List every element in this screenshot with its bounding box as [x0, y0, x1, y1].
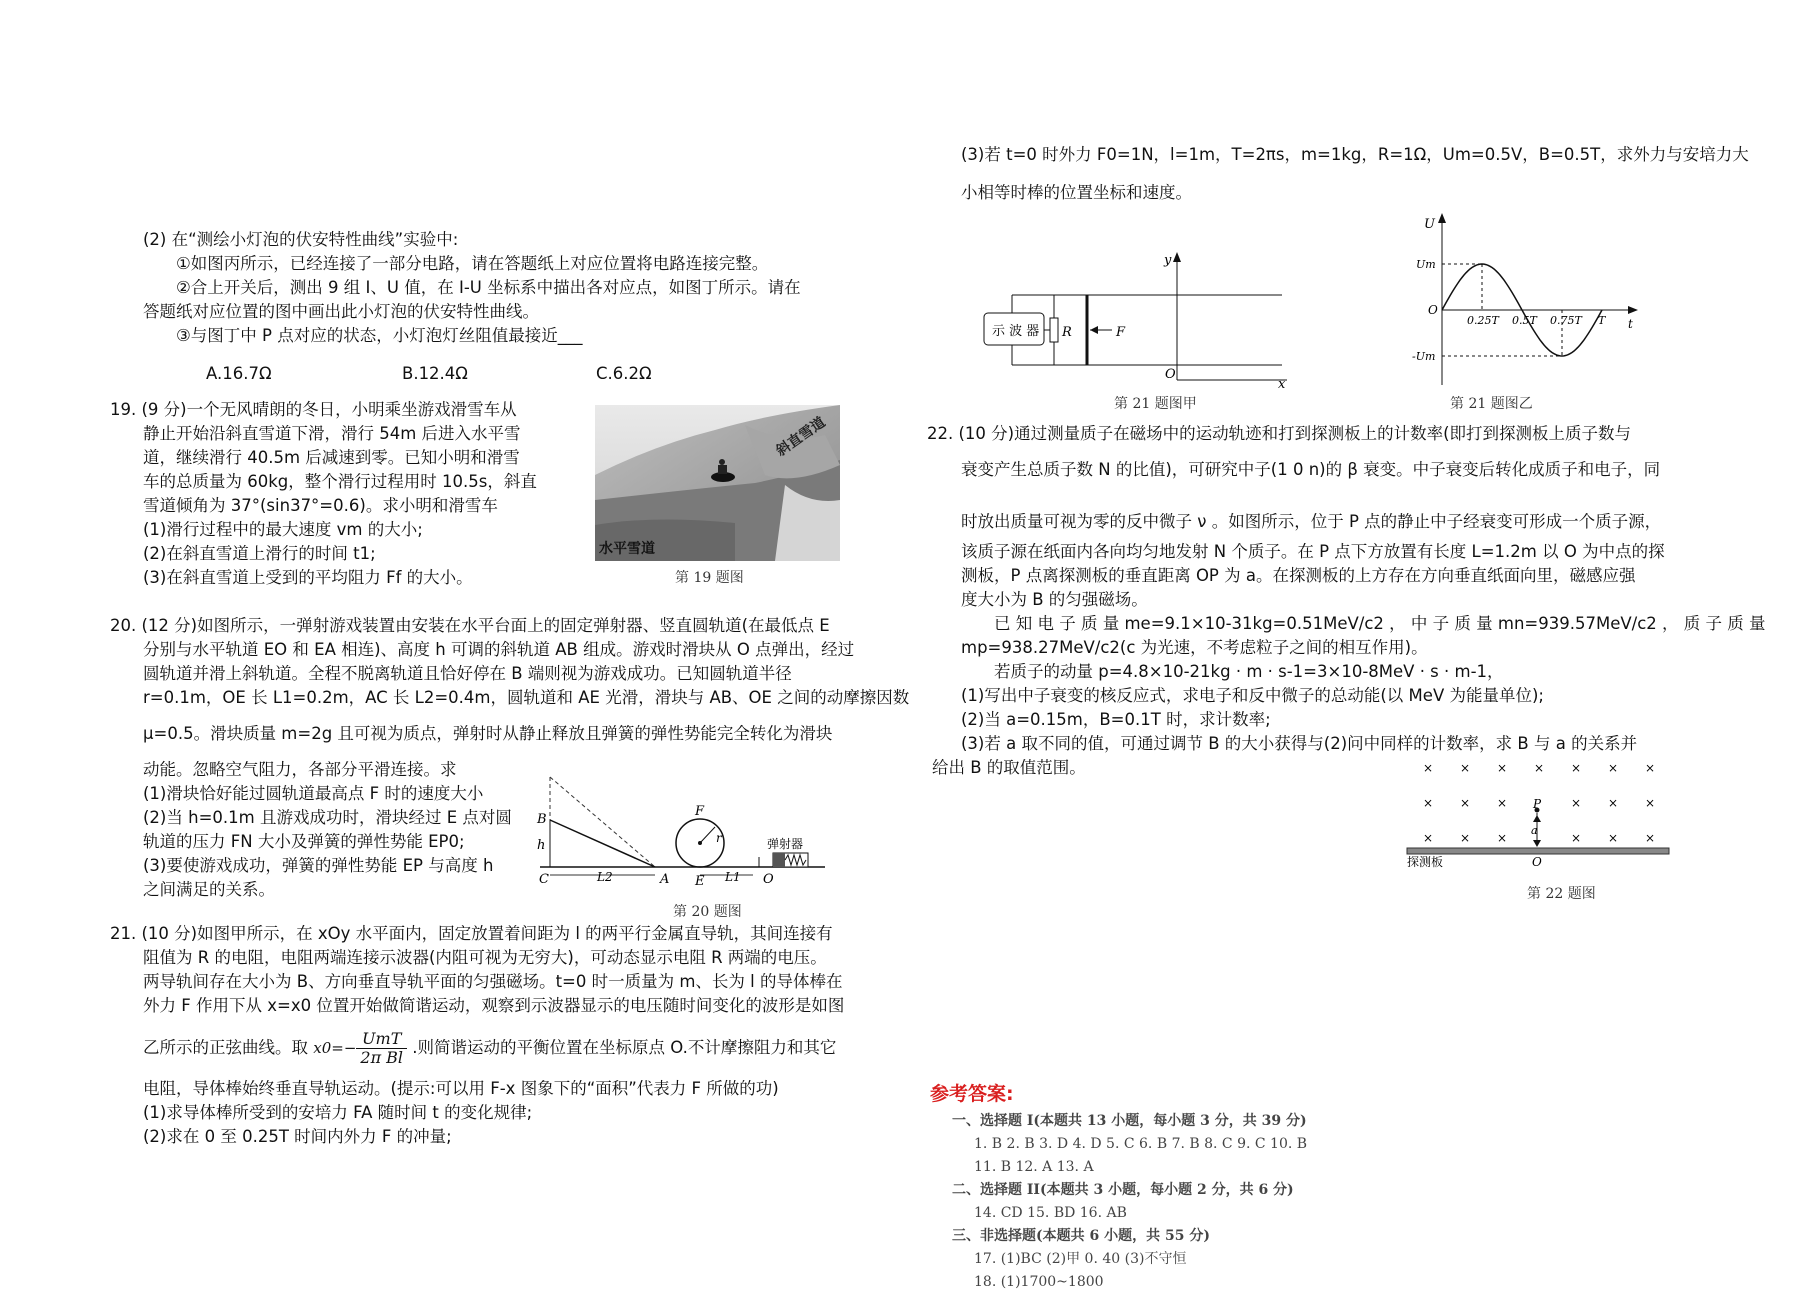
- q22-line-5: 测板，P 点离探测板的垂直距离 OP 为 a。在探测板的上方存在方向垂直纸面向里，磁感应强: [961, 566, 1636, 585]
- q20-figure: [535, 775, 835, 895]
- q21-line-5: 电阻，导体棒始终垂直导轨运动。(提示:可以用 F-x 图象下的“面积”代表力 F 所做的功): [143, 1079, 779, 1098]
- fig22-label-a: a: [1531, 824, 1538, 837]
- field-cross: ×: [1645, 831, 1656, 845]
- q20-label-E: E: [695, 874, 705, 889]
- answer-row-2: 1. B 2. B 3. D 4. D 5. C 6. B 7. B 8. C 9. C 10. B: [974, 1136, 1308, 1152]
- fig21b-label-U: U: [1424, 217, 1435, 232]
- answers-title: 参考答案:: [930, 1083, 1014, 1105]
- q21-3-line-2: 小相等时棒的位置坐标和速度。: [961, 183, 1192, 202]
- fig21a-label-O: O: [1165, 367, 1176, 382]
- fig21a-label-x: x: [1278, 377, 1286, 390]
- q21-line-1: 21. (10 分)如图甲所示，在 xOy 水平面内，固定放置着间距为 l 的两平行金属直导轨，其间连接有: [110, 924, 833, 943]
- field-cross: ×: [1423, 761, 1434, 775]
- q20-label-h: h: [537, 838, 546, 853]
- q20-line-7: (1)滑块恰好能过圆轨道最高点 F 时的速度大小: [143, 784, 484, 803]
- fig21b-label-T: T: [1598, 314, 1606, 327]
- field-cross: ×: [1608, 796, 1619, 810]
- q20-line-3: 圆轨道并滑上斜轨道。全程不脱离轨道且恰好停在 B 端则视为游戏成功。已知圆轨道半径: [143, 664, 792, 683]
- fig21b-label-0-25T: 0.25T: [1467, 314, 1499, 327]
- q19-line-4: 车的总质量为 60kg，整个滑行过程用时 10.5s，斜直: [143, 472, 537, 491]
- q20-line-5: μ=0.5。滑块质量 m=2g 且可视为质点，弹射时从静止释放且弹簧的弹性势能完全转化为滑块: [143, 724, 833, 743]
- q19-photo-label-flat: 水平雪道: [599, 541, 655, 557]
- q19-ski-photo: [595, 405, 840, 561]
- q20-line-10: (3)要使游戏成功，弹簧的弹性势能 EP 与高度 h: [143, 856, 494, 875]
- q20-label-O: O: [763, 872, 774, 887]
- q21-line-7: (2)求在 0 至 0.25T 时间内外力 F 的冲量;: [143, 1127, 452, 1146]
- q19-line-2: 静止开始沿斜直雪道下滑，滑行 54m 后进入水平雪: [143, 424, 521, 443]
- field-cross: ×: [1497, 796, 1508, 810]
- fig21b-label-O: O: [1428, 303, 1438, 317]
- q22-line-9: 若质子的动量 p=4.8×10-21kg · m · s-1=3×10-8MeV · s · m-1，: [994, 662, 1504, 681]
- q21-formula-fraction: [356, 1030, 407, 1067]
- q21-line-4: 外力 F 作用下从 x=x0 位置开始做简谐运动，观察到示波器显示的电压随时间变化的波形是如图: [143, 996, 845, 1015]
- field-cross: ×: [1571, 796, 1582, 810]
- fig21b-label-neg-Um: -Um: [1412, 350, 1436, 363]
- q21-line-6: (1)求导体棒所受到的安培力 FA 随时间 t 的变化规律;: [143, 1103, 533, 1122]
- q19-photo-label-slope: 斜直雪道: [773, 414, 829, 460]
- q21-formula-post: .则简谐运动的平衡位置在坐标原点 O.不计摩擦阻力和其它: [412, 1038, 837, 1057]
- q20-figure-caption: 第 20 题图: [673, 904, 742, 920]
- q20-line-11: 之间满足的关系。: [143, 880, 275, 899]
- q22-line-1: 22. (10 分)通过测量质子在磁场中的运动轨迹和打到探测板上的计数率(即打到探测板上质子数与: [927, 424, 1632, 443]
- q22-line-11: (2)当 a=0.15m，B=0.1T 时，求计数率;: [961, 710, 1271, 729]
- field-cross: ×: [1460, 831, 1471, 845]
- fig21-a: [982, 250, 1292, 390]
- fig22-caption: 第 22 题图: [1527, 886, 1596, 902]
- q21-line-2: 阻值为 R 的电阻，电阻两端连接示波器(内阻可视为无穷大)，可动态显示电阻 R 两端的电压。: [143, 948, 827, 967]
- q22-line-10: (1)写出中子衰变的核反应式，求电子和反中微子的总动能(以 MeV 为能量单位);: [961, 686, 1544, 705]
- q21-formula-pre: 乙所示的正弦曲线。取: [143, 1038, 308, 1057]
- fig22-label-detector: 探测板: [1407, 855, 1444, 868]
- q18-option-b: B.12.4Ω: [402, 364, 468, 383]
- q22-line-4: 该质子源在纸面内各向均匀地发射 N 个质子。在 P 点下方放置有长度 L=1.2m 以 O 为中点的探: [961, 542, 1665, 561]
- fig21a-scope-label: 示 波 器: [992, 324, 1040, 339]
- field-cross: ×: [1497, 831, 1508, 845]
- fig22-label-P: P: [1533, 797, 1542, 811]
- q18-2-step2a: ②合上开关后，测出 9 组 I、U 值，在 I-U 坐标系中描出各对应点，如图丁所示。请在: [176, 278, 801, 297]
- q18-2-step3: ③与图丁中 P 点对应的状态，小灯泡灯丝阻值最接近___: [176, 326, 583, 345]
- q18-option-c: C.6.2Ω: [596, 364, 652, 383]
- field-cross: ×: [1571, 831, 1582, 845]
- answer-row-3: 11. B 12. A 13. A: [974, 1159, 1094, 1175]
- answer-row-5: 14. CD 15. BD 16. AB: [974, 1205, 1127, 1221]
- q20-line-6: 动能。忽略空气阻力，各部分平滑连接。求: [143, 760, 457, 779]
- q20-label-B: B: [537, 812, 547, 827]
- q20-label-L1: L1: [725, 870, 741, 884]
- field-cross: ×: [1460, 796, 1471, 810]
- q20-label-r: r: [716, 831, 722, 845]
- fig21-b: [1382, 210, 1642, 390]
- q20-line-8: (2)当 h=0.1m 且游戏成功时，滑块经过 E 点对圆: [143, 808, 512, 827]
- field-cross: ×: [1423, 796, 1434, 810]
- fig21a-caption: 第 21 题图甲: [1114, 396, 1197, 412]
- fig21a-label-y: y: [1164, 253, 1172, 268]
- q20-label-launcher: 弹射器: [767, 837, 804, 851]
- fig21b-caption: 第 21 题图乙: [1450, 396, 1533, 412]
- q19-line-6: (1)滑行过程中的最大速度 vm 的大小;: [143, 520, 423, 539]
- field-cross: ×: [1497, 761, 1508, 775]
- q22-line-2: 衰变产生总质子数 N 的比值)，可研究中子(1 0 n)的 β 衰变。中子衰变后转化成质子和电子，同: [961, 460, 1661, 479]
- q20-line-9: 轨道的压力 FN 大小及弹簧的弹性势能 EP0;: [143, 832, 465, 851]
- fig21b-label-t: t: [1628, 317, 1633, 331]
- q20-line-2: 分别与水平轨道 EO 和 EA 相连)、高度 h 可调的斜轨道 AB 组成。游戏时滑块从 O 点弹出，经过: [143, 640, 855, 659]
- q22-line-3: 时放出质量可视为零的反中微子 ν 。如图所示，位于 P 点的静止中子经衰变可形成一个质子源，: [961, 512, 1662, 531]
- q21-formula-line: [143, 1030, 836, 1067]
- answer-row-8: 18. (1)1700~1800: [974, 1274, 1104, 1290]
- q21-formula-denominator: 2π Bl: [360, 1048, 404, 1067]
- q19-line-1: 19. (9 分)一个无风晴朗的冬日，小明乘坐游戏滑雪车从: [110, 400, 517, 419]
- q21-3-line-1: (3)若 t=0 时外力 F0=1N，l=1m，T=2πs，m=1kg，R=1Ω，Um=0.5V，B=0.5T，求外力与安培力大: [961, 145, 1749, 164]
- q18-2-step2b: 答题纸对应位置的图中画出此小灯泡的伏安特性曲线。: [143, 302, 539, 321]
- answer-row-7: 17. (1)BC (2)甲 0. 40 (3)不守恒: [974, 1251, 1187, 1267]
- q21-formula-numerator: UmT: [356, 1030, 407, 1049]
- q22-line-6: 度大小为 B 的匀强磁场。: [961, 590, 1148, 609]
- field-cross: ×: [1608, 831, 1619, 845]
- fig21a-label-R: R: [1062, 325, 1072, 340]
- field-cross: ×: [1645, 761, 1656, 775]
- field-cross: ×: [1423, 831, 1434, 845]
- q20-label-C: C: [539, 872, 549, 887]
- q20-label-L2: L2: [597, 870, 613, 884]
- q20-line-1: 20. (12 分)如图所示，一弹射游戏装置由安装在水平台面上的固定弹射器、竖直圆轨道(在最低点 E: [110, 616, 830, 635]
- q19-line-3: 道，继续滑行 40.5m 后减速到零。已知小明和滑雪: [143, 448, 520, 467]
- q22-line-8: mp=938.27MeV/c2(c 为光速，不考虑粒子之间的相互作用)。: [961, 638, 1428, 657]
- field-cross: ×: [1460, 761, 1471, 775]
- fig21b-label-0-5T: 0.5T: [1512, 314, 1537, 327]
- field-cross: ×: [1608, 761, 1619, 775]
- q18-option-a: A.16.7Ω: [206, 364, 272, 383]
- q21-formula-lhs: x0=−: [313, 1039, 357, 1057]
- fig22: [1402, 758, 1672, 868]
- field-cross: ×: [1645, 796, 1656, 810]
- answer-row-1: 一、选择题 I(本题共 13 小题，每小题 3 分，共 39 分): [952, 1113, 1307, 1129]
- q20-label-A: A: [660, 872, 670, 887]
- answer-row-4: 二、选择题 II(本题共 3 小题，每小题 2 分，共 6 分): [952, 1182, 1294, 1198]
- q19-line-5: 雪道倾角为 37°(sin37°=0.6)。求小明和滑雪车: [143, 496, 498, 515]
- q20-line-4: r=0.1m，OE 长 L1=0.2m，AC 长 L2=0.4m，圆轨道和 AE 光滑，滑块与 AB、OE 之间的动摩擦因数: [143, 688, 910, 707]
- fig21b-label-Um: Um: [1416, 258, 1436, 271]
- field-cross: ×: [1534, 761, 1545, 775]
- q21-line-3: 两导轨间存在大小为 B、方向垂直导轨平面的匀强磁场。t=0 时一质量为 m、长为 l 的导体棒在: [143, 972, 843, 991]
- q22-line-7: 已 知 电 子 质 量 me=9.1×10-31kg=0.51MeV/c2 ， 中 子 质 量 mn=939.57MeV/c2 ， 质 子 质 量: [994, 614, 1766, 633]
- q19-figure-caption: 第 19 题图: [675, 570, 744, 586]
- q18-2-head: (2) 在“测绘小灯泡的伏安特性曲线”实验中:: [143, 230, 459, 249]
- q20-label-F: F: [695, 804, 705, 819]
- fig21a-label-F: F: [1116, 325, 1126, 340]
- fig21b-label-0-75T: 0.75T: [1550, 314, 1582, 327]
- q19-line-8: (3)在斜直雪道上受到的平均阻力 Ff 的大小。: [143, 568, 473, 587]
- fig22-label-O: O: [1532, 855, 1542, 868]
- q18-2-step1: ①如图丙所示，已经连接了一部分电路，请在答题纸上对应位置将电路连接完整。: [176, 254, 769, 273]
- answer-row-6: 三、非选择题(本题共 6 小题，共 55 分): [952, 1228, 1210, 1244]
- q22-line-13: 给出 B 的取值范围。: [932, 758, 1086, 777]
- q22-line-12: (3)若 a 取不同的值，可通过调节 B 的大小获得与(2)问中同样的计数率，求 B 与 a 的关系并: [961, 734, 1638, 753]
- field-cross: ×: [1571, 761, 1582, 775]
- q19-line-7: (2)在斜直雪道上滑行的时间 t1;: [143, 544, 376, 563]
